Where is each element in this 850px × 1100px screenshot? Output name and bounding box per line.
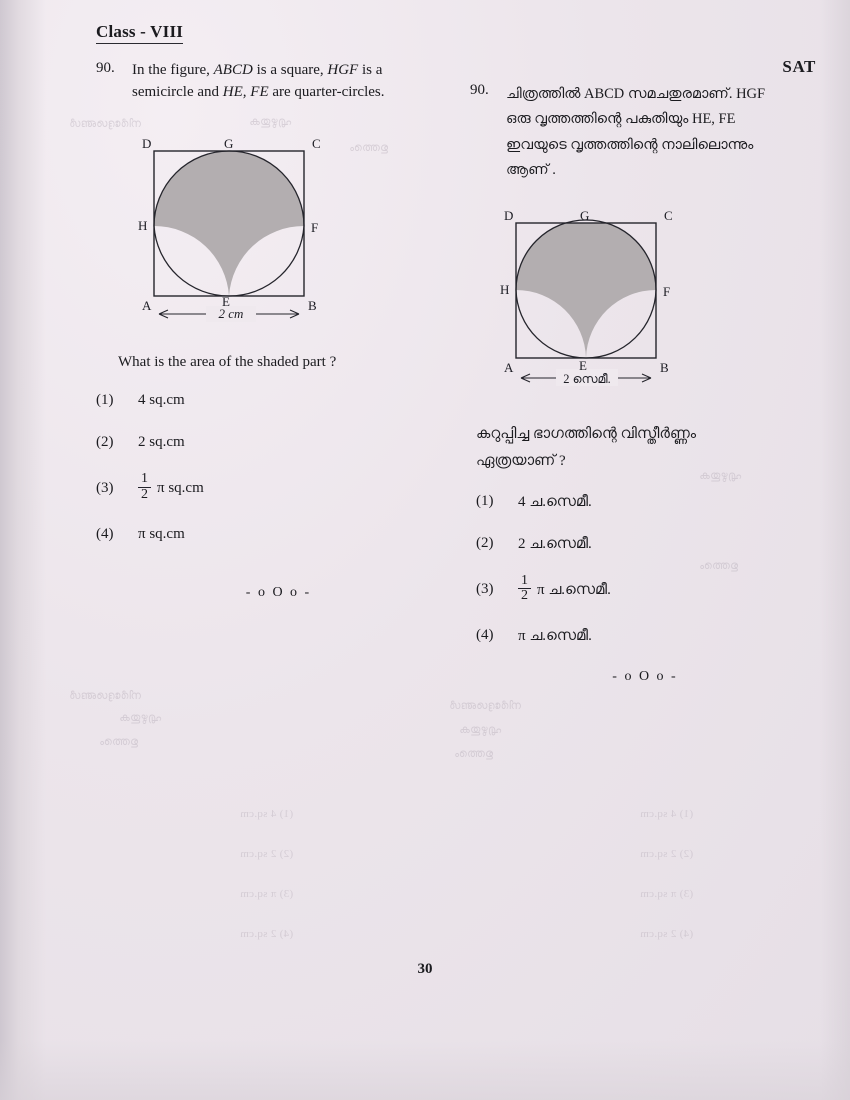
question-line: ഇവയുടെ വൃത്തത്തിന്റെ നാലിലൊന്നും: [506, 136, 754, 153]
question-text-part: is a square,: [252, 62, 328, 78]
bleed-through-text: (1) 4 sq.cm: [240, 808, 294, 820]
bleed-through-text: നിർദ്ദേശങ്ങൾ: [70, 690, 142, 702]
bleed-through-text: ഉത്തരം: [350, 142, 389, 154]
fraction-numerator: 1: [521, 572, 528, 588]
dimension-label: 2 സെമീ.: [563, 371, 611, 386]
bleed-through-text: (2) 2 sq.cm: [640, 848, 694, 860]
question-text-part: are quarter-circles.: [268, 83, 385, 100]
vertex-label-c: C: [312, 135, 321, 151]
option-item[interactable]: [96, 523, 441, 545]
bleed-through-text: ഉത്തരം: [100, 736, 139, 748]
fraction-one-half: [138, 472, 151, 502]
option-label: (2): [476, 535, 494, 551]
question-line: ആണ് .: [506, 162, 556, 179]
option-text: π sq.cm: [157, 479, 204, 496]
option-label: (3): [476, 581, 494, 598]
question-block-english: [96, 60, 441, 104]
question-prompt: What is the area of the shaded part ?: [118, 353, 337, 370]
bleed-through-text: നിർദ്ദേശങ്ങൾ: [70, 118, 142, 130]
option-item[interactable]: [476, 491, 820, 513]
vertex-label-b: B: [308, 297, 317, 313]
vertex-label-e: E: [579, 357, 587, 373]
fraction-numerator: 1: [141, 471, 148, 486]
bleed-through-text: (1) 4 sq.cm: [640, 808, 694, 820]
bleed-through-text: നിർദ്ദേശങ്ങൾ: [450, 700, 522, 712]
question-prompt: [476, 421, 820, 475]
vertex-label-g: G: [580, 207, 590, 223]
question-block-malayalam: [470, 82, 820, 184]
page-edge-shadow-left: [0, 0, 46, 1100]
option-label: (2): [96, 433, 114, 450]
option-item[interactable]: [476, 533, 820, 555]
bleed-through-text: ഉത്തരം: [455, 748, 494, 760]
option-label: (4): [96, 525, 114, 542]
page-edge-shadow-right: [820, 0, 850, 1100]
fraction-denominator: 2: [138, 487, 151, 503]
bleed-through-text: (2) 2 sq.cm: [240, 848, 294, 860]
bleed-through-text: എഴുതുക: [250, 116, 293, 128]
vertex-label-g: G: [224, 135, 234, 151]
left-column: [96, 60, 441, 601]
vertex-label-f: F: [663, 283, 671, 299]
option-item[interactable]: [96, 389, 441, 411]
bleed-through-text: എഴുതുക: [700, 470, 743, 482]
bleed-through-text: എഴുതുക: [460, 724, 503, 736]
vertex-label-c: C: [664, 207, 673, 223]
option-value: 2 ച.സെമീ.: [518, 535, 592, 552]
bleed-through-text: എഴുതുക: [120, 712, 163, 724]
question-text-part: is a: [358, 62, 383, 78]
vertex-label-d: D: [504, 207, 514, 223]
options-list-english: [96, 389, 441, 545]
option-item[interactable]: [96, 473, 441, 503]
bleed-through-text: (4) 2 sq.cm: [240, 928, 294, 940]
label-hgf: HGF: [327, 62, 359, 78]
question-prompt-line: കറുപ്പിച്ച ഭാഗത്തിന്റെ വിസ്തീർണ്ണം: [476, 425, 697, 442]
question-line: ഒരു വൃത്തത്തിന്റെ പകുതിയും HE, FE: [506, 111, 736, 128]
option-value: 4 sq.cm: [138, 391, 185, 408]
option-item[interactable]: [96, 431, 441, 453]
fraction-denominator: 2: [518, 588, 531, 604]
option-value: [138, 473, 204, 503]
label-he-fe: HE, FE: [222, 83, 269, 100]
question-prompt-line: ഏത്രയാണ് ?: [476, 452, 566, 469]
geometry-diagram: [114, 126, 374, 326]
page-number: 30: [417, 961, 433, 977]
fraction-one-half: [518, 574, 531, 604]
option-item[interactable]: [476, 625, 820, 647]
geometry-diagram: [476, 198, 736, 398]
figure-english: [114, 126, 441, 331]
question-number: 90.: [96, 60, 115, 76]
vertex-label-d: D: [142, 135, 152, 151]
question-text-part: In the figure,: [132, 62, 214, 78]
bleed-through-text: (4) 2 sq.cm: [640, 928, 694, 940]
option-value: 4 ച.സെമീ.: [518, 493, 592, 510]
exam-label: SAT: [782, 57, 816, 76]
dimension-label: 2 cm: [218, 305, 244, 321]
option-value: π ച.സെമീ.: [518, 627, 592, 644]
vertex-label-f: F: [311, 219, 319, 235]
option-label: (3): [96, 479, 114, 496]
option-item[interactable]: [476, 572, 820, 605]
page-edge-shadow-bottom: [0, 1040, 850, 1100]
class-label: Class - VIII: [96, 22, 183, 44]
option-value: 2 sq.cm: [138, 433, 185, 450]
option-label: (1): [96, 391, 114, 408]
question-text-part: semicircle and: [132, 83, 223, 100]
question-number: 90.: [470, 82, 489, 98]
vertex-label-h: H: [138, 217, 148, 233]
bleed-through-text: (3) π sq.cm: [240, 888, 294, 900]
question-text: [506, 82, 765, 184]
option-text: π ച.സെമീ.: [537, 581, 611, 598]
option-value: [518, 572, 611, 605]
right-column: [470, 60, 820, 685]
option-value: π sq.cm: [138, 525, 185, 542]
question-line: ചിത്രത്തിൽ ABCD സമചതുരമാണ്. HGF: [506, 86, 766, 102]
vertex-label-a: A: [142, 297, 152, 313]
bleed-through-text: ഉത്തരം: [700, 560, 739, 572]
vertex-label-b: B: [660, 359, 669, 375]
section-end-mark: - o O o -: [612, 668, 678, 684]
vertex-label-a: A: [504, 359, 514, 375]
figure-malayalam: [476, 198, 820, 403]
vertex-label-e: E: [222, 293, 230, 309]
question-text: [132, 60, 441, 104]
bleed-through-text: (3) π sq.cm: [640, 888, 694, 900]
options-list-malayalam: [476, 491, 820, 647]
vertex-label-h: H: [500, 281, 510, 297]
option-label: (1): [476, 493, 494, 509]
option-label: (4): [476, 627, 494, 644]
label-abcd: ABCD: [213, 62, 253, 78]
section-end-mark: - o O o -: [245, 585, 312, 601]
